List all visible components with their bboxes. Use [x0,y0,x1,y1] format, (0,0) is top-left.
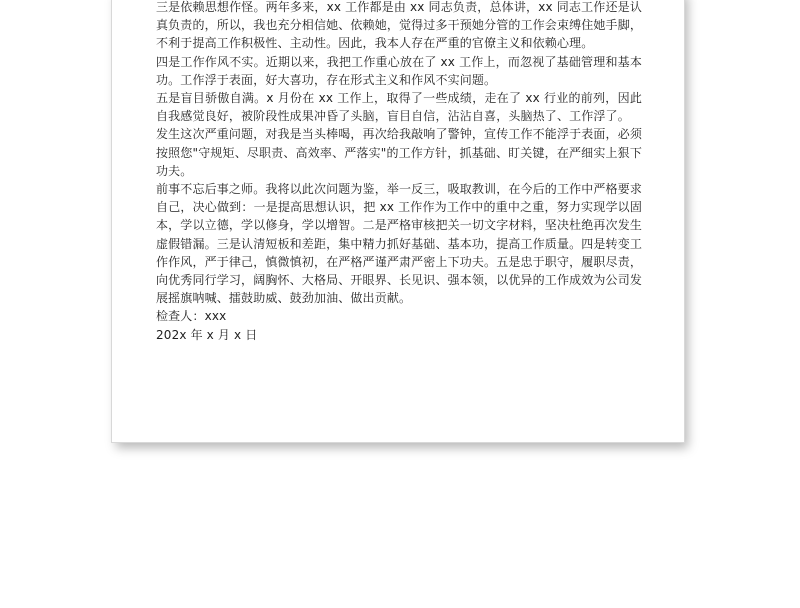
date-line: 202x 年 x 月 x 日 [156,327,258,342]
paragraph-work-style: 四是工作作风不实。近期以来，我把工作重心放在了 xx 工作上，而忽视了基础管理和基本功。工作浮于表面，好大喜功，存在形式主义和作风不实问题。 [156,54,642,87]
paragraph-dependence: 三是依赖思想作怪。两年多来，xx 工作都是由 xx 同志负责，总体讲，xx 同志工作还是认真负责的，所以，我也充分相信她、依赖她，觉得过多干预她分管的工作会束缚住她手脚，不利于提高工作积极性、主动性。因此，我本人存在严重的官僚主义和依赖心理。 [156,0,643,51]
paragraph-complacency: 五是盲目骄傲自满。x 月份在 xx 工作上，取得了一些成绩，走在了 xx 行业的前列，因此自我感觉良好，被阶段性成果冲昏了头脑，盲目自信，沾沾自喜，头脑热了、工作浮了。 [156,91,642,124]
paragraph-resolution: 前事不忘后事之师。我将以此次问题为鉴，举一反三，吸取教训，在今后的工作中严格要求自己，决心做到：一是提高思想认识，把 xx 工作作为工作中的重中之重，努力实现学以固本，学以立德，学以修身，学以增智。二是严格审核把关一切文字材料，坚决杜绝再次发生虚假错漏。三是认清短板和差距，集中精力抓好基础、基本功，提高工作质量。四是转变工作作风，严于律己，慎微慎初，在严格严谨严肃严密上下功夫。五是忠于职守，履职尽责，向优秀同行学习，阔胸怀、大格局、开眼界、长见识、强本领，以优异的工作成效为公司发展摇旗呐喊、擂鼓助威、鼓劲加油、做出贡献。 [156,182,643,306]
signer-line: 检查人：xxx [156,309,227,324]
document-page [112,0,684,442]
paragraph-warning: 发生这次严重问题，对我是当头棒喝，再次给我敲响了警钟，宣传工作不能浮于表面，必须按照您"守规矩、尽职责、高效率、严落实"的工作方针，抓基础、盯关键，在严细实上狠下功夫。 [156,127,643,178]
document-body [156,0,642,344]
